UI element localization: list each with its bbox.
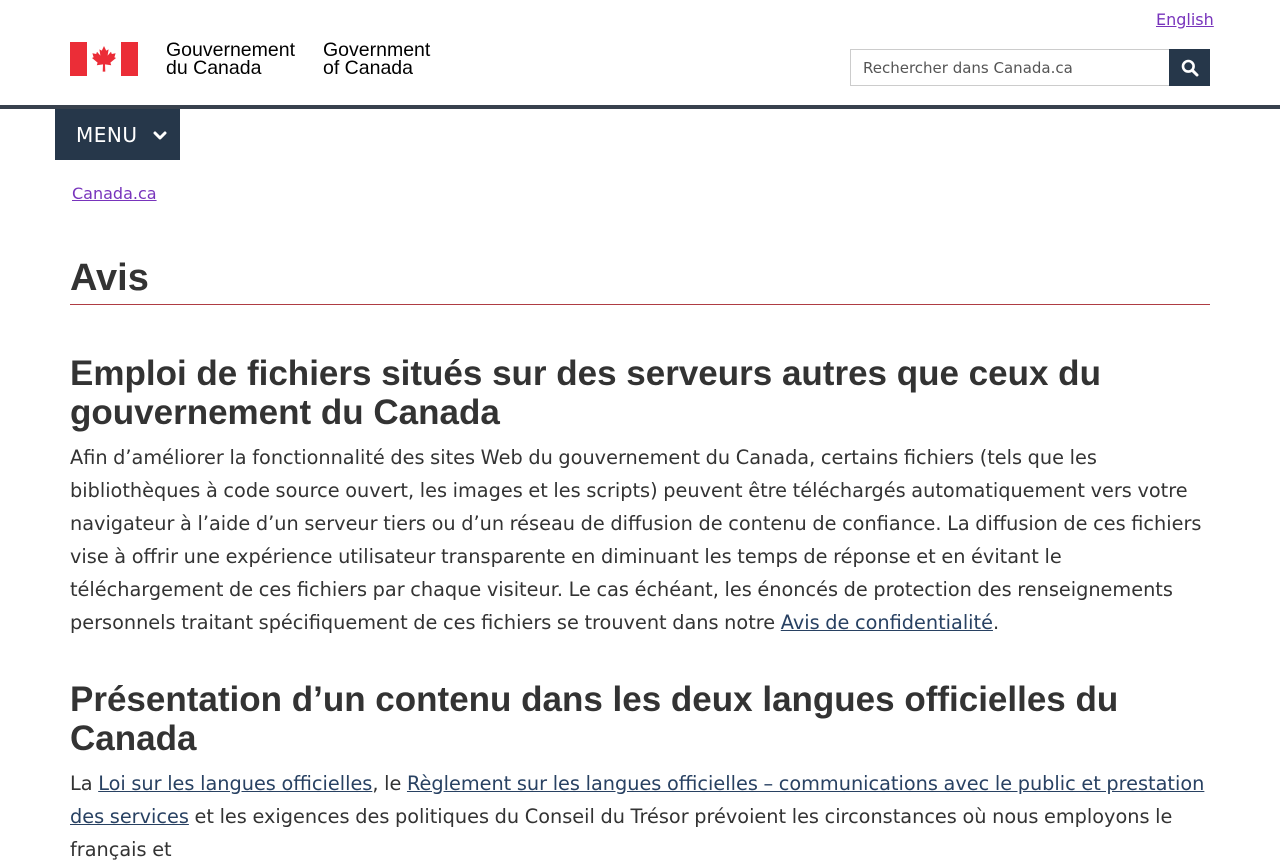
signature-fr-line2: du Canada xyxy=(166,57,262,79)
paragraph-text-end: . xyxy=(992,611,1000,634)
search-icon xyxy=(1181,59,1199,77)
section-heading: Emploi de fichiers situés sur des serveurs autres que ceux du gouvernement du Canada xyxy=(70,354,1101,432)
signature-en-line2: of Canada xyxy=(323,57,413,79)
header-divider xyxy=(0,105,1280,109)
section-paragraph xyxy=(70,441,1215,639)
section-paragraph xyxy=(70,767,1215,866)
paragraph-text: Afin d’améliorer la fonctionnalité des sites Web du gouvernement du Canada, certains fichiers (tels que les bibliothèques à code source ouvert, les images et les scripts) peuvent être téléchargés automatiquement vers votre navigateur à l’aide d’un serveur tiers ou d’un réseau de diffusion de contenu de confiance. La diffusion de ces fichiers vise à offrir une expérience utilisateur transparente en diminuant les temps de réponse et en évitant le téléchargement de ces fichiers par chaque visiteur. Le cas échéant, les énoncés de protection des renseignements personnels traitant spécifiquement de ces fichiers se trouvent dans notre xyxy=(70,446,1202,634)
language-toggle-link[interactable]: English xyxy=(1156,10,1214,29)
signature-en-line1: Government xyxy=(323,39,431,61)
canada-flag-icon xyxy=(70,42,138,76)
official-languages-regulations-link[interactable]: Règlement sur les langues officielles – communications avec le public et prestation des services xyxy=(70,772,1205,828)
paragraph-text: , le xyxy=(372,772,407,795)
search-form xyxy=(850,49,1210,86)
signature-french xyxy=(166,41,323,77)
chevron-down-icon xyxy=(153,131,167,141)
section-official-languages xyxy=(70,680,1215,866)
privacy-notice-link[interactable]: Avis de confidentialité xyxy=(780,611,993,634)
signature-english xyxy=(323,41,430,77)
government-signature[interactable] xyxy=(70,39,431,79)
paragraph-text: et les exigences des politiques du Conseil du Trésor prévoient les circonstances où nous employons le français et xyxy=(70,805,1173,861)
search-input[interactable] xyxy=(850,49,1169,86)
breadcrumb xyxy=(72,184,157,203)
search-button[interactable] xyxy=(1169,49,1210,86)
menu-button[interactable] xyxy=(55,109,180,160)
page-title: Avis xyxy=(70,252,1210,305)
section-third-party-files xyxy=(70,354,1215,639)
breadcrumb-link-canada[interactable]: Canada.ca xyxy=(72,184,157,203)
menu-label: MENU xyxy=(76,122,138,147)
paragraph-text: La xyxy=(70,772,99,795)
section-heading: Présentation d’un contenu dans les deux langues officielles du Canada xyxy=(70,680,1119,758)
official-languages-act-link[interactable]: Loi sur les langues officielles xyxy=(98,772,373,795)
signature-fr-line1: Gouvernement xyxy=(166,39,295,61)
